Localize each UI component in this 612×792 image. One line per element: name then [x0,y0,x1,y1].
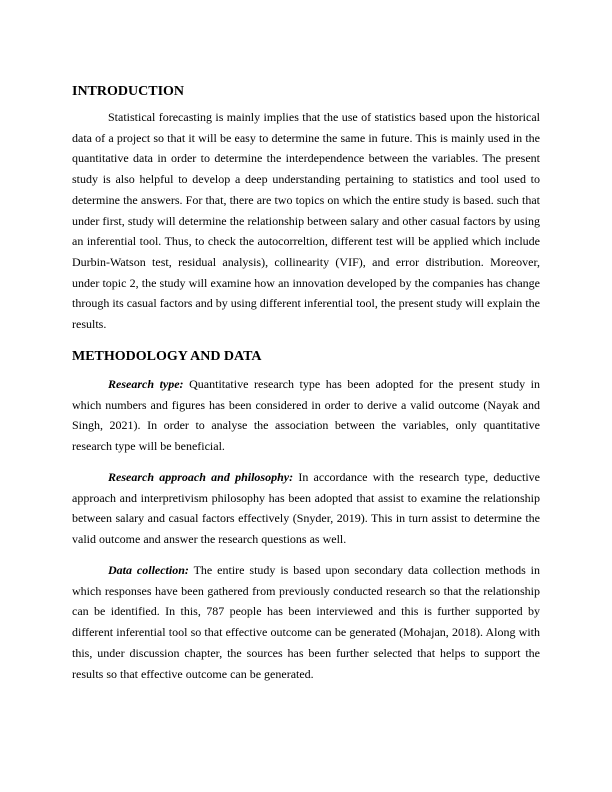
research-approach-label: Research approach and philosophy: [108,470,294,484]
data-collection-paragraph [72,560,540,684]
research-type-label: Research type: [108,377,184,391]
data-collection-label: Data collection: [108,563,189,577]
introduction-heading: INTRODUCTION [72,84,185,99]
introduction-paragraph: Statistical forecasting is mainly implies that the use of statistics based upon the historical data of a project so that it will be easy to determine the same in future. This is mainly used in the quantitative data in order to determine the interdependence between the variables. The present study is also helpful to develop a deep understanding pertaining to statistics and tool used to determine the answers. For that, there are two topics on which the entire study is based. such that under first, study will determine the relationship between salary and other casual factors by using an inferential tool. Thus, to check the autocorreltion, different test will be applied which include Durbin-Watson test, residual analysis), collinearity (VIF), and error distribution. Moreover, under topic 2, the study will examine how an innovation developed by the companies has change through its casual factors and by using different inferential tool, the present study will explain the results. [72,110,540,332]
research-type-text: Quantitative research type has been adopted for the present study in which numbers and figures has been considered in order to derive a valid outcome (Nayak and Singh, 2021). In order to analyse the association between the variables, only quantitative research type will be beneficial. [72,377,540,454]
research-type-paragraph [72,374,540,457]
methodology-heading: METHODOLOGY AND DATA [72,349,262,364]
research-approach-text: In accordance with the research type, deductive approach and interpretivism philosophy has been adopted that assist to examine the relationship between salary and casual factors effectively (Snyder, 2019). This in turn assist to determine the valid outcome and answer the research questions as well. [72,470,540,547]
data-collection-text: The entire study is based upon secondary data collection methods in which responses have been gathered from previously conducted research so that the relationship can be identified. In this, 787 people has been interviewed and this is further supported by different inferential tool so that effective outcome can be generated (Mohajan, 2018). Along with this, under discussion chapter, the sources has been further selected that helps to support the results so that effective outcome can be generated. [72,563,541,681]
research-approach-paragraph [72,467,540,550]
